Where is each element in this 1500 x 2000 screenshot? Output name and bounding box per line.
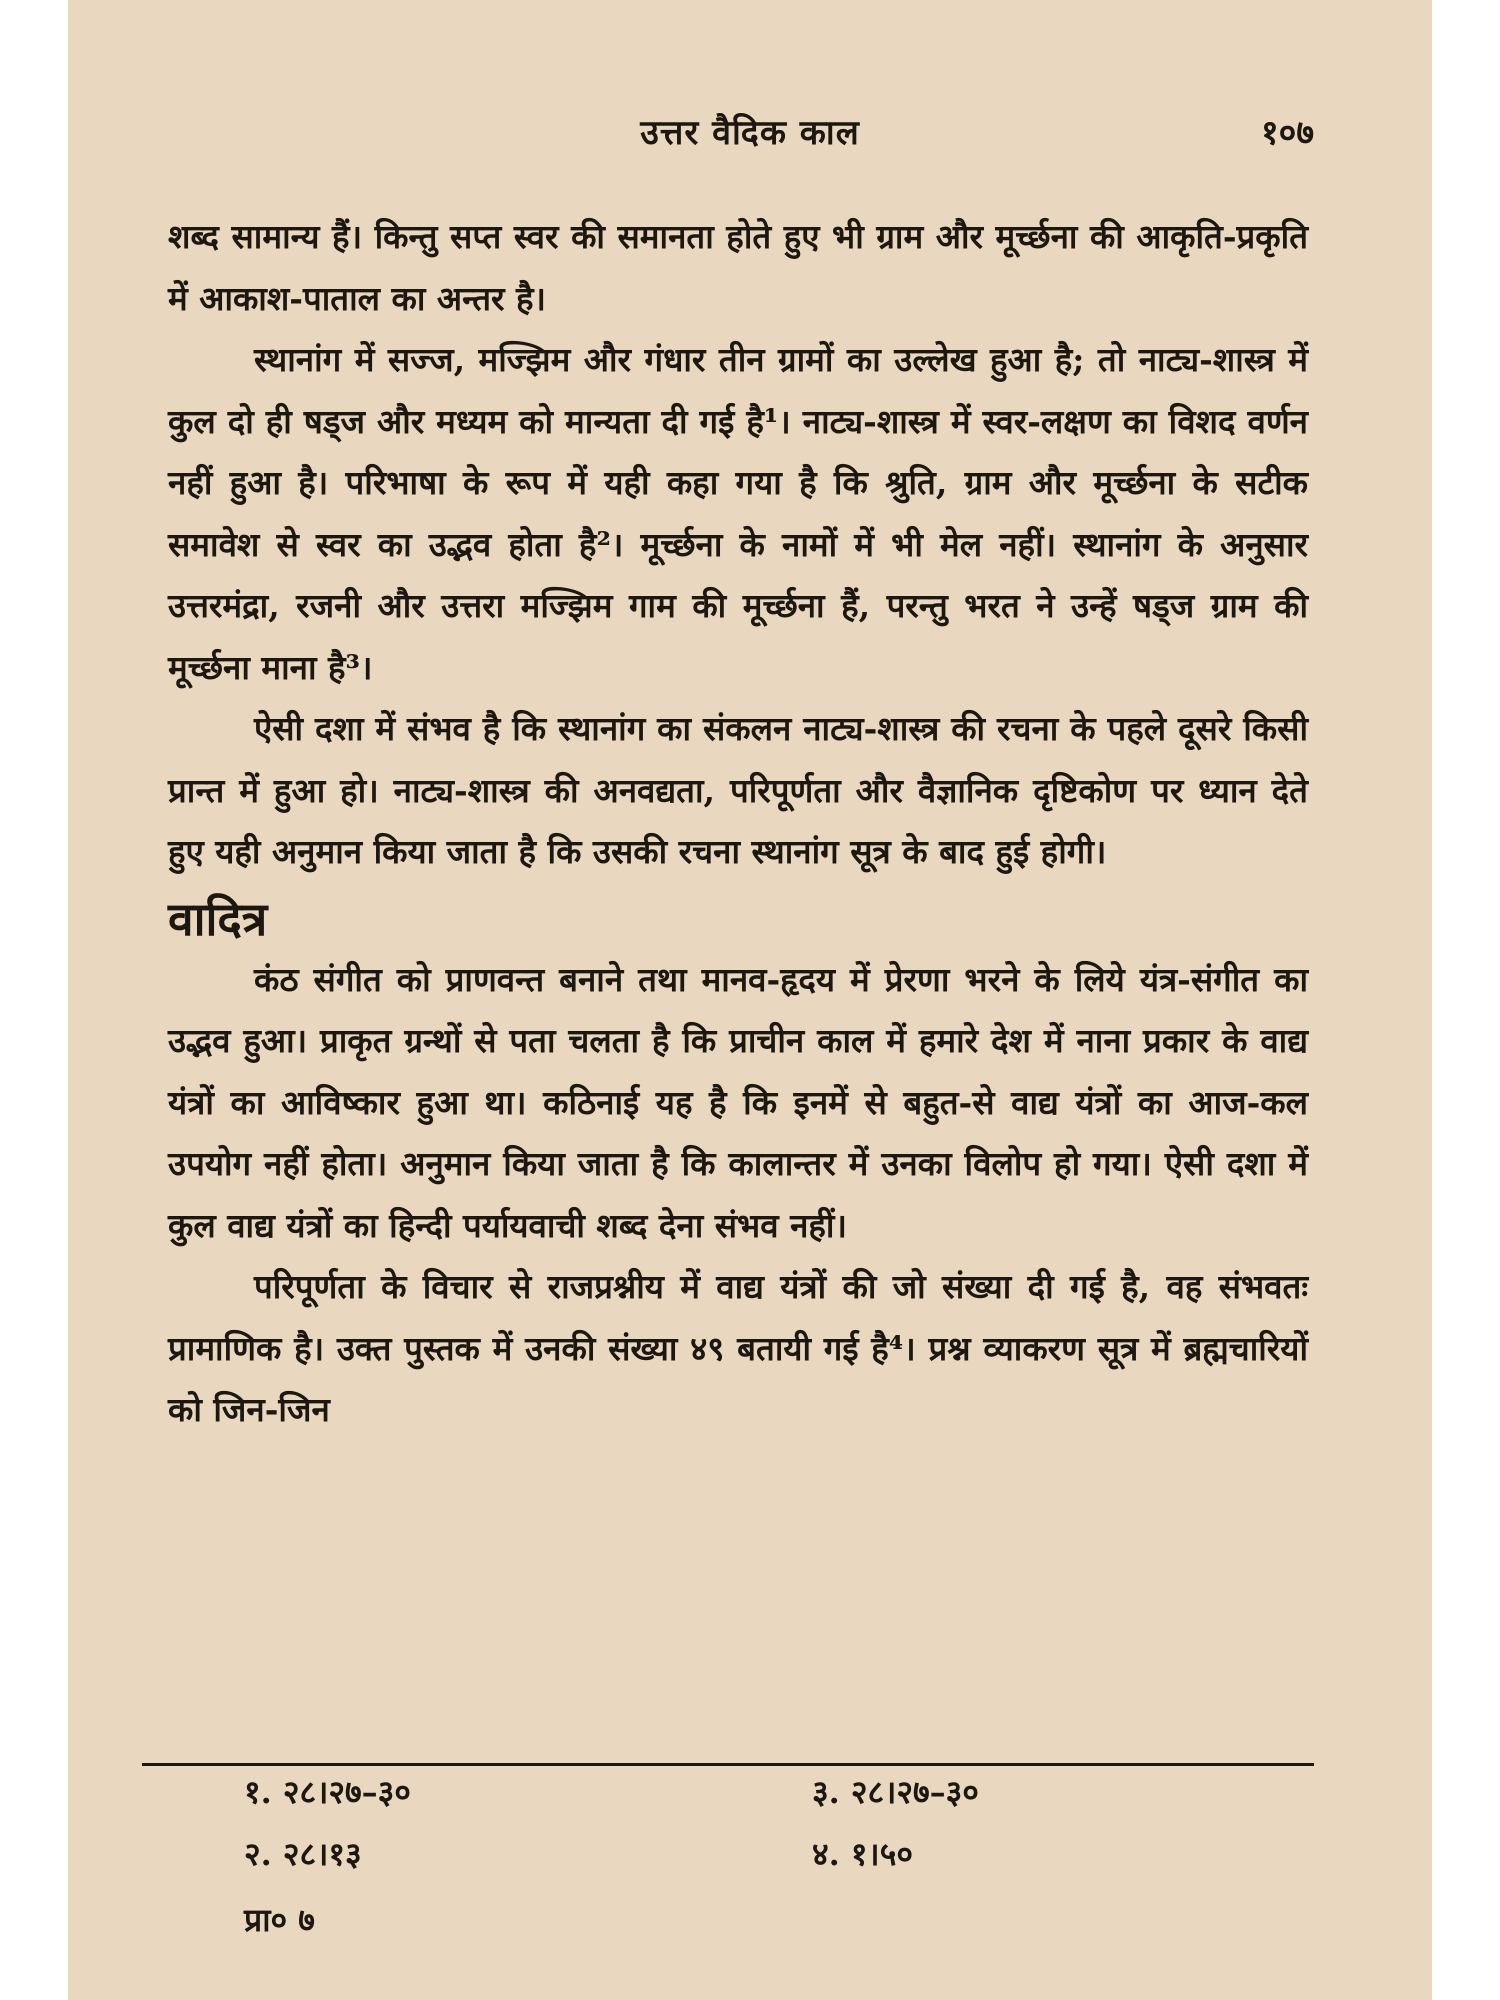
paragraph-compilation: ऐसी दशा में संभव है कि स्थानांग का संकलन नाट्य-शास्त्र की रचना के पहले दूसरे किसी प्रान्त में हुआ हो। नाट्य-शास्त्र की अनवद्यता, परिपूर्णता और वैज्ञानिक दृष्टिकोण पर ध्यान देते हुए यही अनुमान किया जाता है कि उसकी रचना स्थानांग सूत्र के बाद हुई होगी। — [168, 709, 1308, 871]
paragraph-rajaprashniya: परिपूर्णता के विचार से राजप्रश्नीय में वाद्य यंत्रों की जो संख्या दी गई है, वह संभवतः प्रामाणिक है। उक्त पुस्तक में उनकी संख्या ४९ बतायी गई है⁴। प्रश्न व्याकरण सूत्र में ब्रह्मचारियों को जिन-जिन — [168, 1267, 1308, 1429]
paragraph-instrumental-music: कंठ संगीत को प्राणवन्त बनाने तथा मानव-हृदय में प्रेरणा भरने के लिये यंत्र-संगीत का उद्भव हुआ। प्राकृत ग्रन्थों से पता चलता है कि प्राचीन काल में हमारे देश में नाना प्रकार के वाद्य यंत्रों का आविष्कार हुआ था। कठिनाई यह है कि इनमें से बहुत-से वाद्य यंत्रों का आज-कल उपयोग नहीं होता। अनुमान किया जाता है कि कालान्तर में उनका विलोप हो गया। ऐसी दशा में कुल वाद्य यंत्रों का हिन्दी पर्यायवाची शब्द देना संभव नहीं। — [168, 959, 1308, 1245]
page-header — [68, 108, 1432, 158]
book-page — [68, 0, 1432, 2000]
footnote-divider — [142, 1763, 1314, 1766]
paragraph-continued: शब्द सामान्य हैं। किन्तु सप्त स्वर की समानता होते हुए भी ग्राम और मूर्च्छना की आकृति-प्रकृति में आकाश-पाताल का अन्तर है। — [168, 217, 1308, 318]
body-text — [168, 206, 1308, 1441]
page-number: १०७ — [1260, 113, 1314, 153]
footnote-1: १. २८।२७–३० — [244, 1773, 411, 1811]
footnote-2: २. २८।१३ — [244, 1835, 362, 1873]
footnote-4: ४. १।५० — [812, 1835, 913, 1873]
printer-signature: प्रा० ७ — [244, 1901, 315, 1939]
paragraph-sthananga-gramas: स्थानांग में सज्ज, मज्झिम और गंधार तीन ग्रामों का उल्लेख हुआ है; तो नाट्य-शास्त्र में कुल दो ही षड्ज और मध्यम को मान्यता दी गई है¹। नाट्य-शास्त्र में स्वर-लक्षण का विशद वर्णन नहीं हुआ है। परिभाषा के रूप में यही कहा गया है कि श्रुति, ग्राम और मूर्च्छना के सटीक समावेश से स्वर का उद्भव होता है²। मूर्च्छना के नामों में भी मेल नहीं। स्थानांग के अनुसार उत्तरमंद्रा, रजनी और उत्तरा मज्झिम गाम की मूर्च्छना हैं, परन्तु भरत ने उन्हें षड्ज ग्राम की मूर्च्छना माना है³। — [168, 340, 1308, 687]
footnote-3: ३. २८।२७–३० — [812, 1773, 979, 1811]
running-title: उत्तर वैदिक काल — [640, 113, 860, 153]
section-heading: वादित्र — [168, 891, 268, 946]
